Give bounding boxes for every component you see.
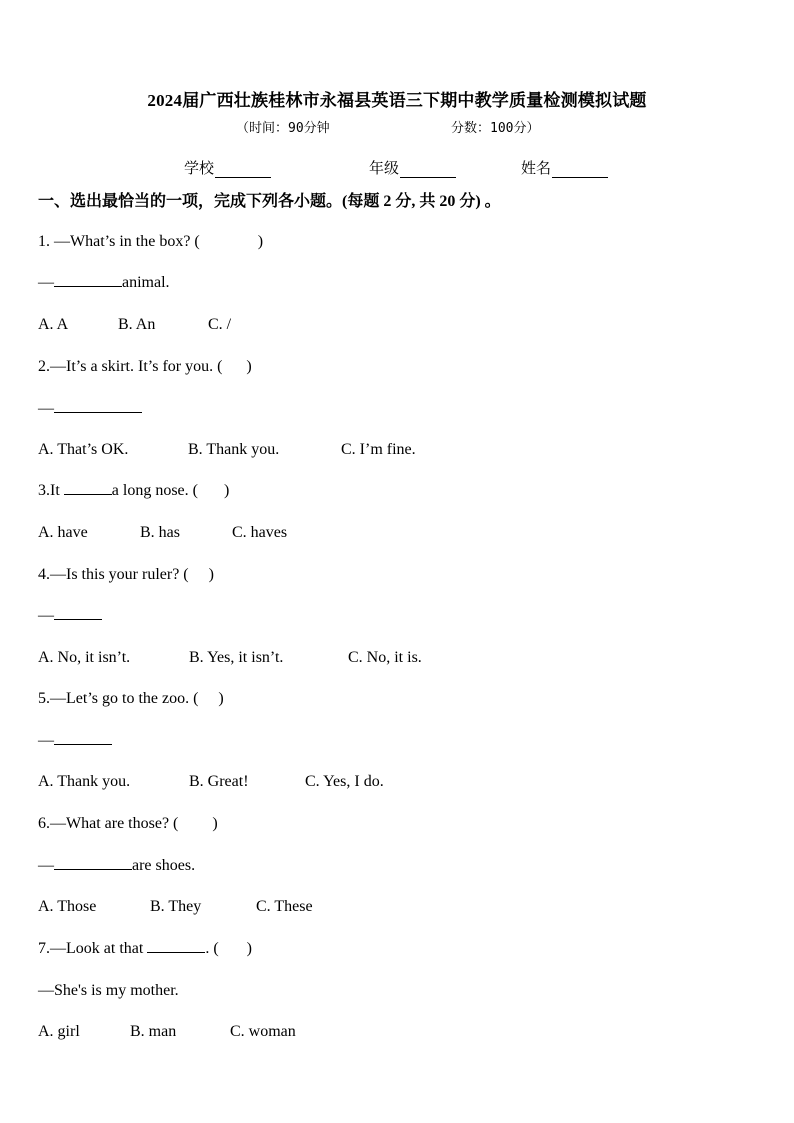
options-3 <box>38 524 287 542</box>
option-a[interactable]: A. No, it isn’t. <box>38 649 131 666</box>
answer-suffix: are shoes. <box>132 857 196 874</box>
time-limit: （时间：90分钟 <box>236 121 330 136</box>
answer-blank[interactable] <box>54 607 102 620</box>
option-b[interactable]: B. An <box>118 316 156 333</box>
option-b[interactable]: B. man <box>130 1023 177 1040</box>
option-a[interactable]: A. Those <box>38 898 97 915</box>
answer-dash: — <box>38 857 54 874</box>
answer-2 <box>38 400 142 418</box>
answer-blank[interactable] <box>54 274 122 287</box>
question-paren-close: ) <box>246 358 252 375</box>
option-b[interactable]: B. Great! <box>189 773 249 790</box>
option-b[interactable]: B. They <box>150 898 202 915</box>
option-a[interactable]: A. have <box>38 524 88 541</box>
grade-blank[interactable] <box>400 163 456 178</box>
answer-suffix: animal. <box>122 274 170 291</box>
answer-7 <box>38 982 179 1000</box>
answer-4 <box>38 607 102 625</box>
question-text: 6.—What are those? ( <box>38 815 179 832</box>
option-c[interactable]: C. haves <box>232 524 288 541</box>
answer-blank[interactable] <box>54 400 142 413</box>
option-a[interactable]: A. Thank you. <box>38 773 131 790</box>
question-5 <box>38 690 224 708</box>
question-blank[interactable] <box>64 482 112 495</box>
school-field[interactable] <box>184 157 271 178</box>
options-6 <box>38 898 313 916</box>
answer-5 <box>38 732 112 750</box>
option-c[interactable]: C. I’m fine. <box>341 441 416 458</box>
answer-dash: — <box>38 274 54 291</box>
question-paren-close: ) <box>212 815 218 832</box>
question-paren-close: ) <box>257 233 264 250</box>
exam-title: 2024届广西壮族桂林市永福县英语三下期中教学质量检测模拟试题 <box>147 91 647 110</box>
question-paren-close: ) <box>223 482 230 499</box>
option-c[interactable]: C. No, it is. <box>348 649 422 666</box>
question-text-start: 3.It <box>38 482 60 499</box>
option-b[interactable]: B. has <box>140 524 180 541</box>
question-1 <box>38 233 263 251</box>
question-7 <box>38 940 252 958</box>
option-a[interactable]: A. That’s OK. <box>38 441 129 458</box>
grade-label: 年级 <box>369 161 400 177</box>
option-c[interactable]: C. These <box>256 898 313 915</box>
answer-dash: — <box>38 732 54 749</box>
question-text-mid: . ( <box>205 940 219 957</box>
answer-blank[interactable] <box>54 857 132 870</box>
answer-1 <box>38 274 170 292</box>
option-a[interactable]: A. A <box>38 316 69 333</box>
option-c[interactable]: C. woman <box>230 1023 296 1040</box>
answer-dash: — <box>38 607 54 624</box>
question-paren-close: ) <box>208 566 214 583</box>
total-score: 分数：100分） <box>451 121 540 136</box>
options-1 <box>38 316 231 334</box>
answer-dash: — <box>38 400 54 417</box>
question-paren-close: ) <box>218 690 224 707</box>
question-2 <box>38 358 252 376</box>
option-c[interactable]: C. Yes, I do. <box>305 773 384 790</box>
question-text-mid: a long nose. ( <box>111 482 198 499</box>
question-text: 1. —What’s in the box? ( <box>38 233 200 250</box>
question-text: 5.—Let’s go to the zoo. ( <box>38 690 199 707</box>
question-3 <box>38 482 229 500</box>
option-b[interactable]: B. Yes, it isn’t. <box>189 649 284 666</box>
question-text-start: 7.—Look at that <box>38 940 144 957</box>
name-field[interactable] <box>521 157 608 178</box>
options-7 <box>38 1023 296 1041</box>
option-a[interactable]: A. girl <box>38 1023 80 1040</box>
options-4 <box>38 649 422 667</box>
grade-field[interactable] <box>369 157 456 178</box>
option-b[interactable]: B. Thank you. <box>188 441 280 458</box>
section-heading: 一、选出最恰当的一项，完成下列各小题。(每题 2 分, 共 20 分) 。 <box>38 193 501 210</box>
school-label: 学校 <box>184 161 215 177</box>
name-blank[interactable] <box>552 163 608 178</box>
name-label: 姓名 <box>521 161 552 177</box>
question-blank[interactable] <box>147 940 205 953</box>
answer-text: —She's is my mother. <box>38 982 179 999</box>
answer-6 <box>38 857 195 875</box>
options-5 <box>38 773 384 791</box>
question-6 <box>38 815 218 833</box>
question-text: 4.—Is this your ruler? ( <box>38 566 189 583</box>
question-4 <box>38 566 214 584</box>
question-text: 2.—It’s a skirt. It’s for you. ( <box>38 358 223 375</box>
answer-blank[interactable] <box>54 732 112 745</box>
question-paren-close: ) <box>246 940 252 957</box>
option-c[interactable]: C. / <box>208 316 232 333</box>
school-blank[interactable] <box>215 163 271 178</box>
options-2 <box>38 441 416 459</box>
